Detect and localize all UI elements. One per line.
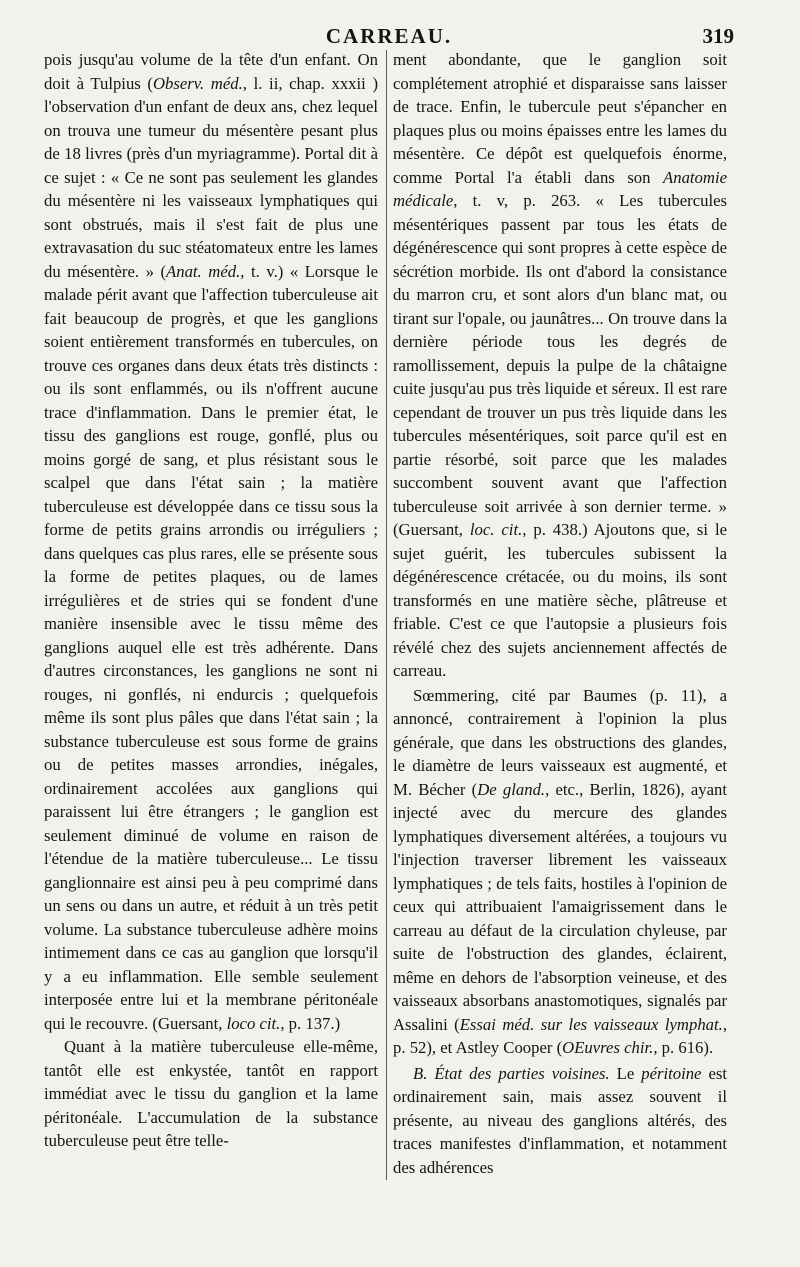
paragraph [44, 1035, 378, 1153]
text-run: , p. 616). [653, 1038, 714, 1057]
text-run: est ordinairement sain, mais assez souvent il présente, au niveau des ganglions altérés, des traces manifestes d'inflammation, et notamment des adhérences [393, 1063, 727, 1177]
text-run: , t. v.) « Lorsque le malade périt avant que l'affection tuberculeuse ait fait beaucoup de progrès, et que les ganglions soient entièrement transformés en tubercules, on trouve ces organes dans deux états très distincts : ou ils sont enflammés, ou ils n'offrent aucune trace d'inflammation. Dans le premier état, le tissu des ganglions est rouge, gonflé, plus ou moins gorgé de sang, et plus résistant sous le scalpel que dans l'état sain ; la matière tuberculeuse est développée dans ce tissu sous la forme de petits grains arrondis ou irréguliers ; dans quelques cas plus rares, elle se présente sous la forme de petites plaques, ou de lames irrégulières et de stries qui se fondent d'une manière insensible avec le tissu même des ganglions auquel elle est très adhérente. Dans d'autres circonstances, les ganglions ne sont ni rouges, ni gonflés, ni endurcis ; quelquefois même ils sont plus pâles que dans l'état sain ; la substance tuberculeuse est sous forme de grains ou de petites masses arrondies, inégales, ordinairement accolées aux ganglions qui paraissent lui être étrangers ; le ganglion est seulement diminué de volume en raison de l'étendue de la matière tuberculeuse... Le tissu ganglionnaire est ainsi peu à peu comprimé dans un sens ou dans un autre, et réduit à un très petit volume. La substance tuberculeuse adhère moins intimement dans ce cas au ganglion que lorsqu'il y a eu inflammation. Elle semble seulement interposée entre lui et la membrane péritonéale qui le recouvre. (Guersant, [44, 261, 378, 1033]
citation-italic: Anatomie médicale [393, 167, 727, 210]
text-run: Le [609, 1063, 642, 1083]
text-run: Sœmmering, cité par Baumes (p. 11), a annoncé, contrairement à l'opinion la plus générale, que dans les obstructions des glandes, le diamètre de leurs vaisseaux est augmenté, et M. Bécher ( [393, 685, 727, 799]
text-run: , t. v, p. 263. « Les tubercules mésentériques passent par tous les états de dégénérescence qui sont propres à cette espèce de sécrétion morbide. Ils ont d'abord la consistance du marron cru, et sont alors d'un blanc mat, ou tirant sur l'opale, ou jaunâtres... On trouve dans la dernière période tous les degrés de ramollissement, depuis la pulpe de la châtaigne cuite jusqu'au pus très liquide et séreux. Il est rare cependant de trouver un pus très liquide dans les tubercules mésentériques, soit parce qu'il est en partie résorbé, soit parce que les malades succombent souvent avant que l'affection tuberculeuse soit arrivée à son dernier terme. » (Guersant, [393, 191, 727, 539]
citation-italic: Anat. méd. [166, 261, 241, 281]
text-run: , p. 137.) [280, 1013, 341, 1033]
section-heading: B. État des parties voisines. [413, 1063, 610, 1083]
paragraph [44, 48, 378, 1035]
page-number: 319 [702, 24, 734, 48]
paragraph [393, 48, 727, 683]
column-divider [386, 50, 387, 1180]
text-run: , p. 52), et Astley Cooper ( [393, 1014, 727, 1057]
right-column [393, 48, 727, 1179]
citation-italic: Observ. méd. [153, 73, 243, 93]
text-run: , l. ii, chap. xxxii ) l'observation d'un enfant de deux ans, chez lequel on trouva une tumeur du mésentère pesant plus de 18 livres (près d'un myriagramme). Portal dit à ce sujet : « Ce ne sont pas seulement les glandes du mésentère ni les vaisseaux lymphatiques qui sont obstrués, mais il s'est fait de plus une extravasation du suc stéatomateux entre les lames du mésentère. » ( [44, 73, 378, 281]
paragraph [393, 684, 727, 1060]
citation-italic: loco cit. [226, 1013, 281, 1033]
text-run: Quant à la matière tuberculeuse elle-même, tantôt elle est enkystée, tantôt en rapport immédiat avec le tissu du ganglion et la lame péritonéale. L'accumulation de la substance tuberculeuse peut être telle- [44, 1037, 378, 1150]
term-italic: péritoine [641, 1063, 702, 1083]
text-run: , p. 438.) Ajoutons que, si le sujet guérit, les tubercules subissent la dégénérescence crétacée, ou du moins, ils sont transformés en une matière sèche, plâtreuse et friable. C'est ce que l'autopsie a plusieurs fois révélé chez des sujets anciennement affectés de carreau. [393, 520, 727, 680]
text-run: , etc., Berlin, 1826), ayant injecté avec du mercure des glandes lymphatiques diversement altérées, a toujours vu l'injection traverser librement les vaisseaux lymphatiques ; de tels faits, hostiles à l'opinion de ceux qui attribuaient l'amaigrissement dans le carreau au défaut de la circulation chyleuse, par suite de l'obstruction des glandes, éclairent, même en dehors de l'absorption veineuse, et des vaisseaux absorbans anastomotiques, signalés par Assalini ( [393, 779, 727, 1034]
left-column [44, 48, 378, 1153]
text-run: pois jusqu'au volume de la tête d'un enfant. On doit à Tulpius ( [44, 50, 378, 93]
citation-italic: Essai méd. sur les vaisseaux lymphat. [459, 1014, 723, 1034]
running-title: CARREAU. [325, 24, 453, 48]
paragraph [393, 1062, 727, 1180]
citation-italic: OEuvres chir. [562, 1038, 654, 1057]
citation-italic: De gland. [477, 779, 546, 799]
text-run: ment abondante, que le ganglion soit complétement atrophié et disparaisse sans laisser de trace. Enfin, le tubercule peut s'épancher en plaques plus ou moins épaisses entre les lames du mésentère. Ce dépôt est quelquefois énorme, comme Portal l'a établi dans son [393, 50, 727, 187]
citation-italic: loc. cit. [469, 520, 523, 539]
